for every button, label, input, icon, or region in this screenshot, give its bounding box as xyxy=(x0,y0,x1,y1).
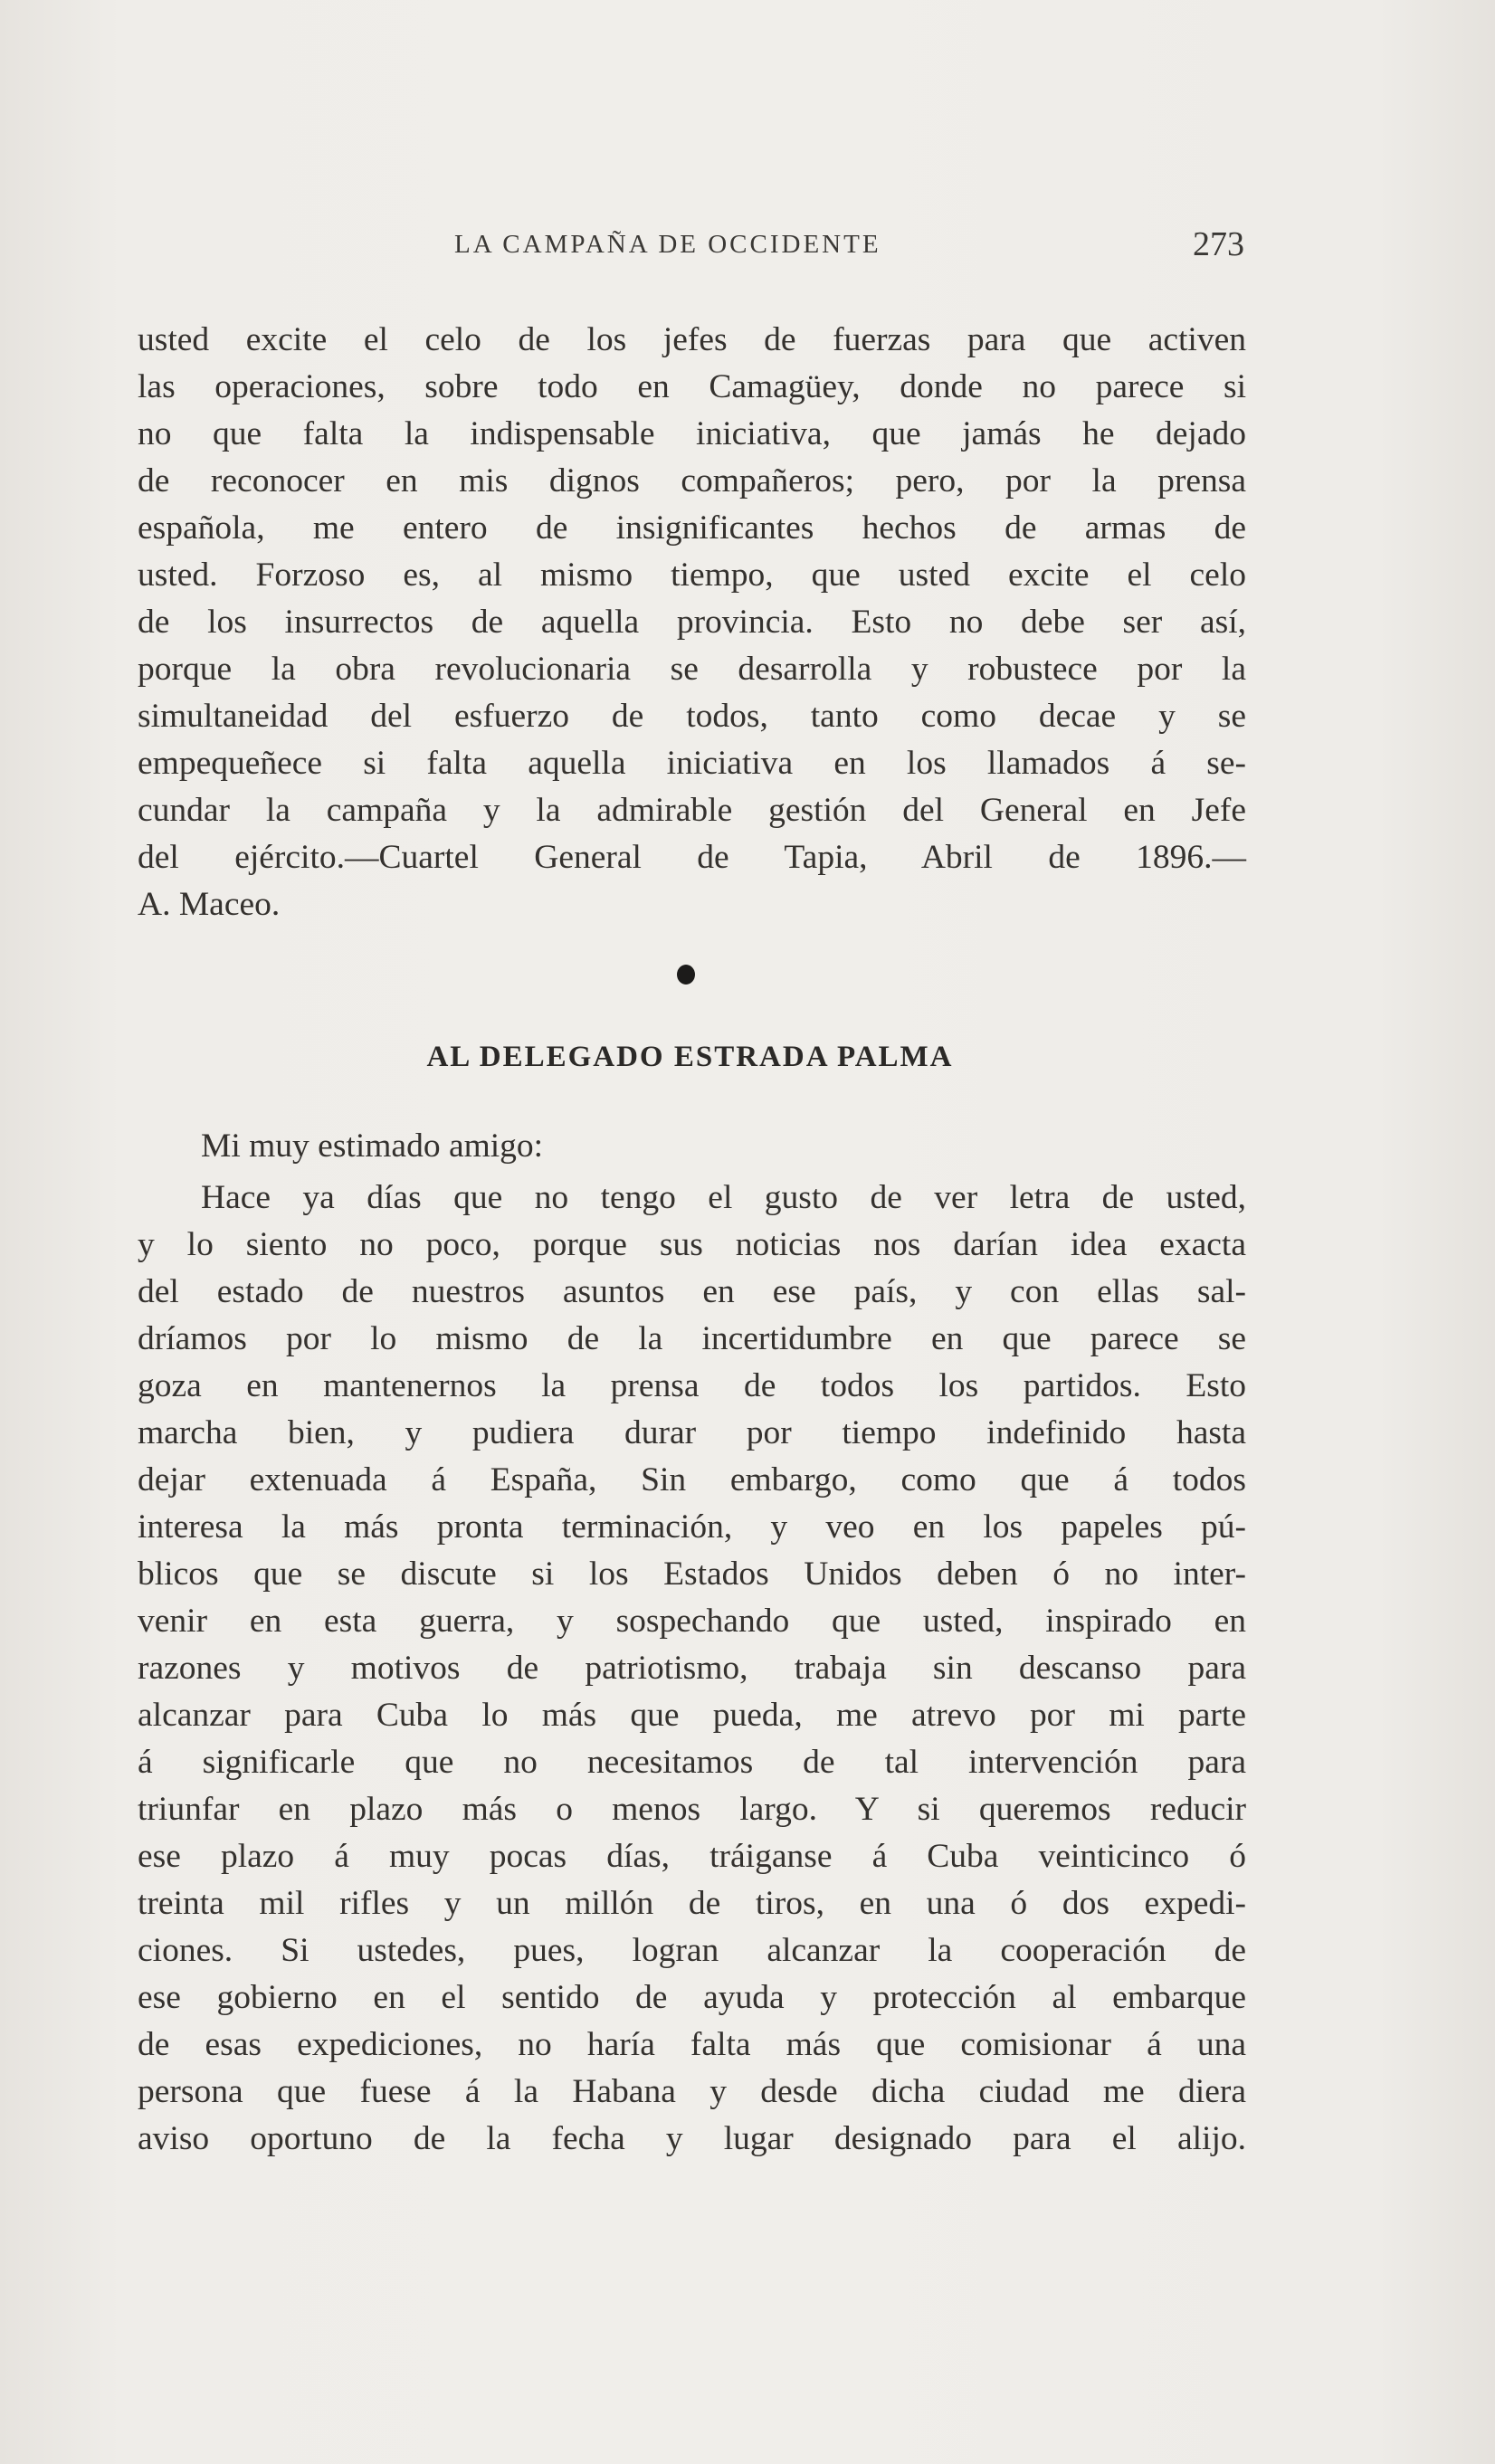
text-line: y lo siento no poco, porque sus noticias nos darían idea exacta xyxy=(138,1226,1246,1263)
text-line: de esas expediciones, no haría falta más que comisionar á una xyxy=(138,2026,1246,2063)
text-line: á significarle que no necesitamos de tal intervención para xyxy=(138,1744,1246,1781)
text-line: treinta mil rifles y un millón de tiros, en una ó dos expedi- xyxy=(138,1885,1246,1922)
text-line: ese gobierno en el sentido de ayuda y protección al embarque xyxy=(138,1979,1246,2016)
text-line: del ejército.—Cuartel General de Tapia, Abril de 1896.— xyxy=(138,839,1246,876)
text-line: razones y motivos de patriotismo, trabaja sin descanso para xyxy=(138,1650,1246,1687)
text-line: triunfar en plazo más o menos largo. Y si queremos reducir xyxy=(138,1791,1246,1828)
signature-line: A. Maceo. xyxy=(138,886,281,923)
text-line: marcha bien, y pudiera durar por tiempo indefinido hasta xyxy=(138,1414,1246,1451)
section-separator-dot xyxy=(677,965,695,985)
page-number: 273 xyxy=(1193,225,1244,263)
text-line: alcanzar para Cuba lo más que pueda, me atrevo por mi parte xyxy=(138,1697,1246,1734)
text-line: aviso oportuno de la fecha y lugar designado para el alijo. xyxy=(138,2120,1246,2157)
text-line: empequeñece si falta aquella iniciativa en los llamados á se- xyxy=(138,745,1246,782)
text-line: Hace ya días que no tengo el gusto de ver letra de usted, xyxy=(201,1179,1246,1216)
letter-continuation xyxy=(138,317,1246,928)
text-line: de los insurrectos de aquella provincia. Esto no debe ser así, xyxy=(138,604,1246,641)
text-line: persona que fuese á la Habana y desde dicha ciudad me diera xyxy=(138,2073,1246,2110)
text-line: dríamos por lo mismo de la incertidumbre en que parece se xyxy=(138,1320,1246,1357)
section-heading: AL DELEGADO ESTRADA PALMA xyxy=(426,1041,954,1073)
text-line: usted. Forzoso es, al mismo tiempo, que usted excite el celo xyxy=(138,557,1246,594)
text-line: interesa la más pronta terminación, y veo en los papeles pú- xyxy=(138,1508,1246,1546)
text-line: no que falta la indispensable iniciativa, que jamás he dejado xyxy=(138,415,1246,452)
text-line: blicos que se discute si los Estados Unidos deben ó no inter- xyxy=(138,1555,1246,1593)
text-line: española, me entero de insignificantes hechos de armas de xyxy=(138,509,1246,547)
text-line: dejar extenuada á España, Sin embargo, como que á todos xyxy=(138,1461,1246,1498)
text-line: del estado de nuestros asuntos en ese país, y con ellas sal- xyxy=(138,1273,1246,1310)
text-line: porque la obra revolucionaria se desarrolla y robustece por la xyxy=(138,651,1246,688)
text-line: las operaciones, sobre todo en Camagüey, donde no parece si xyxy=(138,368,1246,405)
text-line: venir en esta guerra, y sospechando que usted, inspirado en xyxy=(138,1603,1246,1640)
text-line: ese plazo á muy pocas días, tráiganse á Cuba veinticinco ó xyxy=(138,1838,1246,1875)
text-line: ciones. Si ustedes, pues, logran alcanzar la cooperación de xyxy=(138,1932,1246,1969)
letter-body xyxy=(138,1175,1246,2163)
text-line: de reconocer en mis dignos compañeros; pero, por la prensa xyxy=(138,462,1246,499)
text-line: usted excite el celo de los jefes de fuerzas para que activen xyxy=(138,321,1246,358)
running-title: LA CAMPAÑA DE OCCIDENTE xyxy=(454,230,881,259)
running-head xyxy=(136,224,1244,270)
text-line: cundar la campaña y la admirable gestión del General en Jefe xyxy=(138,792,1246,829)
salutation: Mi muy estimado amigo: xyxy=(201,1127,544,1165)
text-line: goza en mantenernos la prensa de todos los partidos. Esto xyxy=(138,1367,1246,1404)
text-line: simultaneidad del esfuerzo de todos, tanto como decae y se xyxy=(138,698,1246,735)
